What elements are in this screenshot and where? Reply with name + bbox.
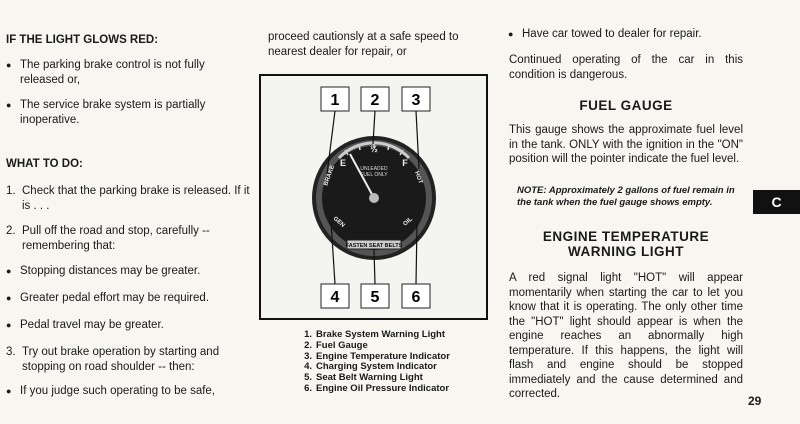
legend-label: Engine Oil Pressure Indicator [316, 382, 450, 394]
list-item: ● Greater pedal effort may be required. [6, 291, 252, 306]
list-item: ● The parking brake control is not fully released or, [6, 58, 252, 87]
continued-warning: Continued operating of the car in this condition is dangerous. [509, 54, 743, 81]
needle-hub [369, 193, 379, 203]
legend-number: 5. [304, 372, 312, 384]
step-2 [6, 224, 254, 253]
gen-label: GEN [331, 215, 346, 229]
gauge-full: F [402, 158, 408, 168]
hot-label: HOT [413, 170, 424, 185]
list-item: ● If you judge such operating to be safe, [6, 384, 252, 399]
legend-label: Fuel Gauge [316, 339, 368, 351]
fasten-seat-belts: FASTEN SEAT BELTS [345, 243, 403, 249]
fuel-gauge-body: This gauge shows the approximate fuel level in the tank. ONLY with the ignition in the "ON" position will the pointer indicate the fuel level. [509, 124, 743, 165]
instrument-cluster-diagram [259, 74, 488, 320]
gauge-unleaded-1: UNLEADED [360, 166, 388, 172]
section-tab: C [753, 190, 800, 214]
proceed-text: proceed cautionsly at a safe speed to nearest dealer for repair, or [268, 31, 459, 58]
step-number: 2. [6, 225, 16, 237]
engine-temp-body: A red signal light "HOT" will appear momentarily when starting the car to let you know that it is operating. The only other time the "HOT" light should appear is when the engine reaches an abnormally high temperature. If this happens, the light will flash and engine should be stopped immediately and the cause determined and corrected. [509, 272, 743, 400]
gauge-unleaded-2: FUEL ONLY [360, 172, 388, 178]
legend-number: 3. [304, 350, 312, 362]
legend-number: 6. [304, 382, 312, 394]
gauge-empty: E [339, 158, 347, 168]
fuel-gauge-heading: FUEL GAUGE [579, 98, 673, 113]
callout-2: 2 [370, 92, 380, 109]
oil-label: OIL [402, 216, 414, 228]
fuel-note: NOTE: Approximately 2 gallons of fuel remain in the tank when the fuel gauge shows empty. [517, 185, 735, 208]
legend-item [298, 384, 498, 395]
what-to-do-heading: WHAT TO DO: [6, 158, 83, 170]
step-3 [6, 345, 254, 374]
red-light-heading: IF THE LIGHT GLOWS RED: [6, 34, 159, 46]
legend-label: Charging System Indicator [316, 361, 437, 373]
step-number: 1. [6, 185, 16, 197]
engine-heading-1: ENGINE TEMPERATURE [542, 229, 710, 244]
step-text: Try out brake operation by starting and stopping on road shoulder -- then: [22, 346, 220, 373]
list-item: ● Stopping distances may be greater. [6, 264, 252, 279]
callout-3: 3 [411, 92, 421, 109]
callout-4: 4 [330, 289, 340, 306]
legend-label: Seat Belt Warning Light [316, 372, 423, 384]
brake-label: BRAKE [323, 164, 337, 187]
figure-legend [298, 330, 498, 395]
legend-number: 4. [304, 361, 312, 373]
engine-heading-2: WARNING LIGHT [568, 244, 684, 259]
callout-6: 6 [411, 289, 421, 306]
gauge-half: ½ [370, 144, 378, 154]
step-text: Pull off the road and stop, carefully -- remembering that: [22, 225, 210, 252]
page-number: 29 [748, 394, 762, 408]
legend-label: Brake System Warning Light [316, 329, 445, 340]
tow-bullet: ● Have car towed to dealer for repair. [508, 27, 758, 42]
step-text: Check that the parking brake is released. If it is . . . [22, 185, 250, 212]
legend-number: 2. [304, 339, 312, 351]
step-1 [6, 184, 254, 213]
legend-label: Engine Temperature Indicator [316, 350, 450, 362]
callout-1: 1 [330, 92, 340, 109]
callout-5: 5 [370, 289, 380, 306]
step-number: 3. [6, 346, 16, 358]
legend-number: 1. [304, 329, 312, 340]
list-item: ● The service brake system is partially inoperative. [6, 98, 252, 127]
dashboard-illustration [259, 74, 488, 320]
list-item: ● Pedal travel may be greater. [6, 318, 252, 333]
